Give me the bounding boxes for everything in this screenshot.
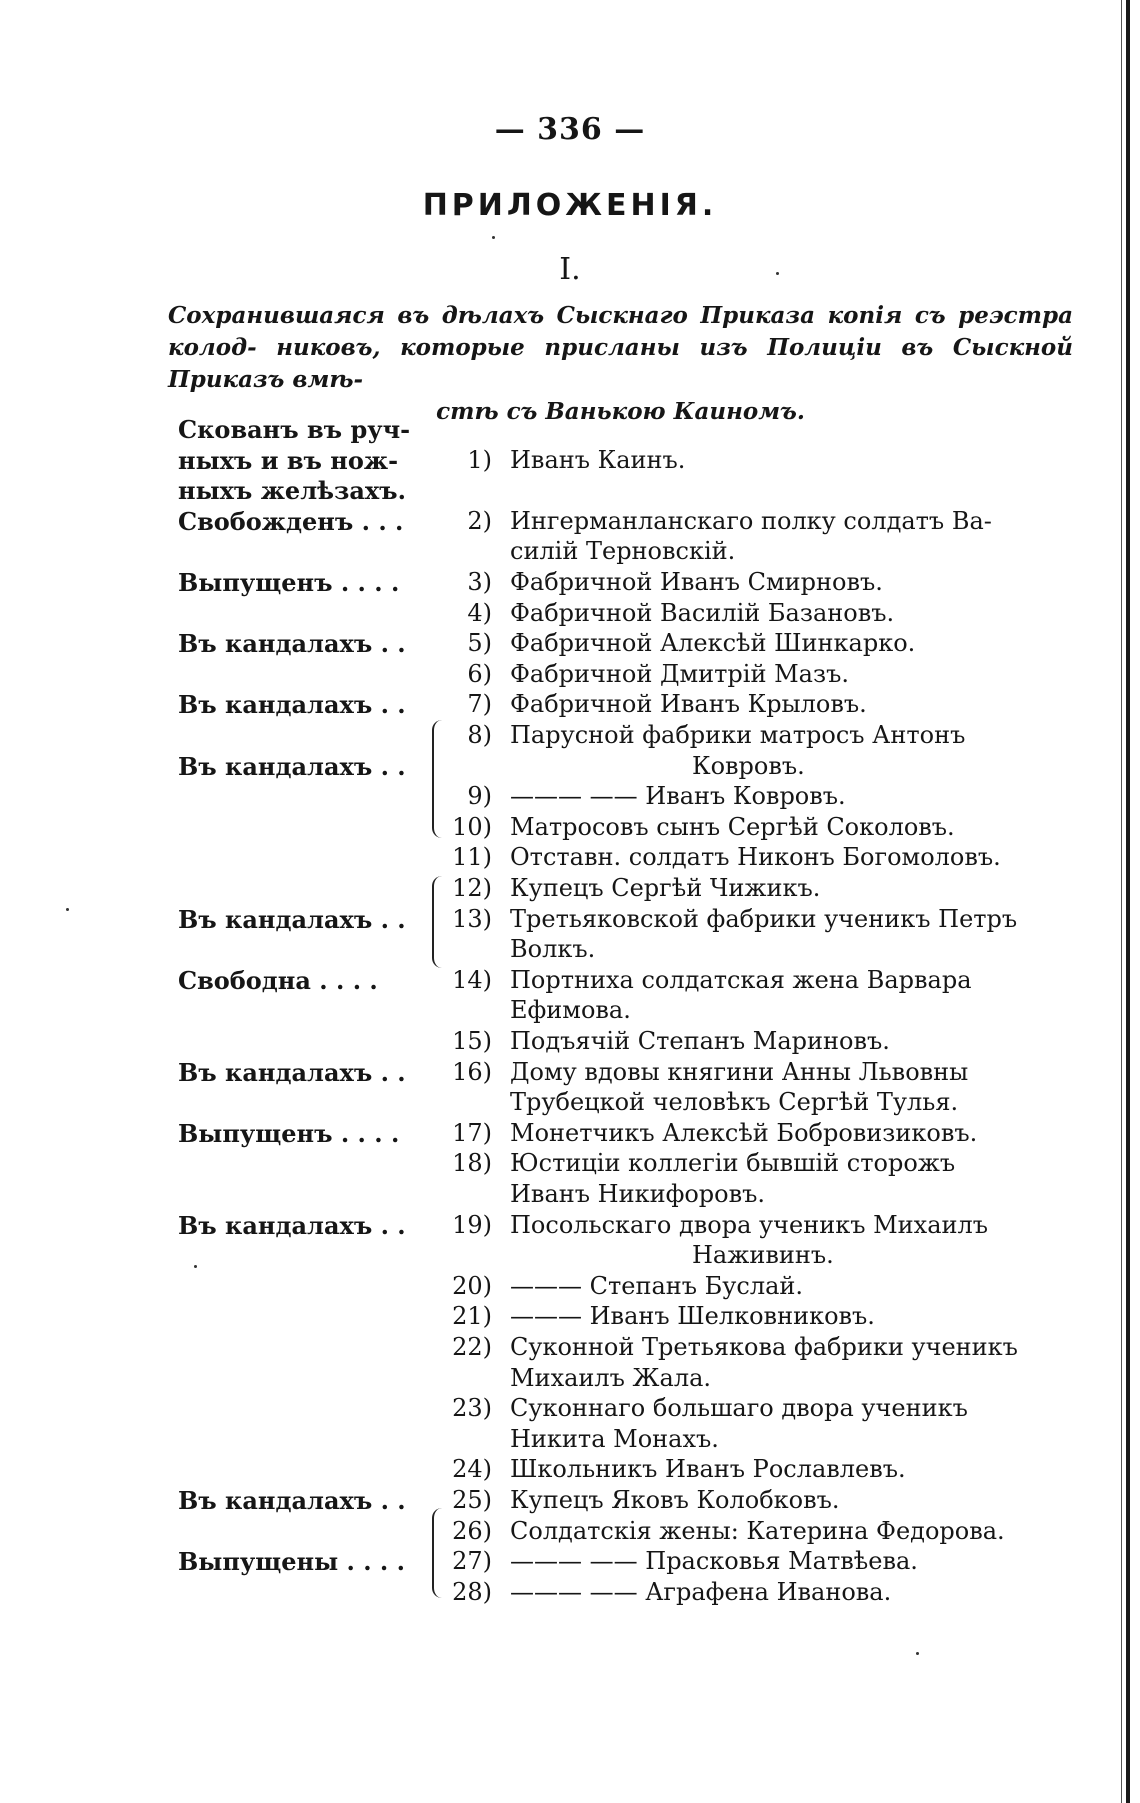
row-text: Иванъ Никифоровъ.: [510, 1180, 766, 1208]
row-text: Отставн. солдатъ Никонъ Богомоловъ.: [510, 843, 1001, 871]
row-text: Фабричной Дмитрій Мазъ.: [510, 660, 849, 688]
row-text: Суконнаго большаго двора ученикъ: [510, 1394, 968, 1422]
row-number: 20): [452, 1272, 492, 1300]
row-text: Подъячій Степанъ Мариновъ.: [510, 1027, 890, 1055]
list-row: [0, 1271, 1140, 1302]
list-row: [0, 873, 1140, 904]
row-text: ——— Иванъ Шелковниковъ.: [510, 1302, 875, 1330]
row-text: ——— —— Аграфена Иванова.: [510, 1578, 892, 1606]
row-text: Ефимова.: [510, 996, 631, 1024]
row-number: 10): [452, 813, 492, 841]
row-number: 23): [452, 1394, 492, 1422]
row-status: Въ кандалахъ . .: [178, 905, 406, 934]
list-row: [0, 1454, 1140, 1485]
row-text: Парусной фабрики матросъ Антонъ: [510, 721, 966, 749]
row-text: Волкъ.: [510, 935, 596, 963]
row-text: Купецъ Яковъ Колобковъ.: [510, 1486, 840, 1514]
row-status: Въ кандалахъ . .: [178, 1211, 406, 1240]
row-text: Трубецкой человѣкъ Сергѣй Тулья.: [510, 1088, 959, 1116]
row-status: ныхъ желѣзахъ.: [178, 476, 406, 505]
row-status: ныхъ и въ нож-: [178, 446, 399, 475]
row-status: Выпущены . . . .: [178, 1547, 405, 1576]
list-row: [0, 842, 1140, 873]
row-status: Свободна . . . .: [178, 966, 378, 995]
brace-8-10: [432, 720, 448, 838]
row-text: ——— —— Прасковья Матвѣева.: [510, 1547, 918, 1575]
page-title: ПРИЛОЖЕНІЯ.: [422, 188, 718, 223]
row-text: Дому вдовы княгини Анны Львовны: [510, 1058, 969, 1086]
list-row: [0, 934, 1140, 965]
list-row: [0, 1577, 1140, 1608]
caption: [168, 300, 1073, 428]
list-row: [0, 628, 1140, 659]
row-number: 21): [452, 1302, 492, 1330]
row-number: 24): [452, 1455, 492, 1483]
list-row: [0, 812, 1140, 843]
row-text: Ингерманланскаго полку солдатъ Ва-: [510, 507, 992, 535]
row-number: 13): [452, 905, 492, 933]
row-text: Купецъ Сергѣй Чижикъ.: [510, 874, 821, 902]
row-text: силій Терновскій.: [510, 537, 736, 565]
row-text: Никита Монахъ.: [510, 1425, 719, 1453]
row-text: Фабричной Иванъ Крыловъ.: [510, 690, 867, 718]
caption-line-1: Сохранившаяся въ дѣлахъ Сыскнаго Приказа копія съ реэстра колод-: [168, 302, 1073, 361]
row-number: 5): [467, 629, 492, 657]
list-row: [0, 567, 1140, 598]
list-row: [0, 1516, 1140, 1547]
row-number: 9): [467, 782, 492, 810]
row-text: Фабричной Иванъ Смирновъ.: [510, 568, 883, 596]
row-text: Фабричной Василій Базановъ.: [510, 599, 895, 627]
speck: [66, 908, 69, 911]
row-status: Въ кандалахъ . .: [178, 690, 406, 719]
list-row: [0, 506, 1140, 537]
speck: [916, 1652, 919, 1655]
row-text: Школьникъ Иванъ Рославлевъ.: [510, 1455, 906, 1483]
section-number: I.: [559, 252, 581, 287]
list-row: [0, 995, 1140, 1026]
list-row: [0, 1363, 1140, 1394]
list-row: [0, 1118, 1140, 1149]
row-status: Въ кандалахъ . .: [178, 629, 406, 658]
row-text: Посольскаго двора ученикъ Михаилъ: [510, 1211, 989, 1239]
row-text: Портниха солдатская жена Варвара: [510, 966, 972, 994]
row-text: Юстиціи коллегіи бывшій сторожъ: [510, 1149, 956, 1177]
row-number: 11): [452, 843, 492, 871]
list-row: [0, 1424, 1140, 1455]
list-row: [0, 598, 1140, 629]
caption-line-3: стѣ съ Ванькою Каиномъ.: [436, 398, 805, 425]
row-number: 25): [452, 1486, 492, 1514]
row-text: Наживинъ.: [692, 1241, 834, 1269]
list-row: [0, 720, 1140, 751]
list-row: [0, 781, 1140, 812]
speck: [194, 1265, 197, 1268]
row-text: Третьяковской фабрики ученикъ Петръ: [510, 905, 1018, 933]
row-number: 1): [467, 446, 492, 474]
row-number: 7): [467, 690, 492, 718]
list-row: [0, 1332, 1140, 1363]
row-number: 26): [452, 1517, 492, 1545]
list-row: [0, 659, 1140, 690]
row-number: 16): [452, 1058, 492, 1086]
brace-26-28: [432, 1508, 448, 1598]
list-row: [0, 751, 1140, 782]
row-status: Свобожденъ . . .: [178, 507, 404, 536]
list-row: [0, 536, 1140, 567]
row-text: Солдатскія жены: Катерина Федорова.: [510, 1517, 1005, 1545]
list-row: [0, 1026, 1140, 1057]
list-row: [0, 1087, 1140, 1118]
row-status: Въ кандалахъ . .: [178, 1486, 406, 1515]
list-row: [0, 414, 1140, 445]
list-row: [0, 965, 1140, 996]
list-row: [0, 1485, 1140, 1516]
row-number: 19): [452, 1211, 492, 1239]
list-row: [0, 445, 1140, 476]
list-row: [0, 1210, 1140, 1241]
list-row: [0, 1393, 1140, 1424]
list-row: [0, 1546, 1140, 1577]
row-number: 12): [452, 874, 492, 902]
row-number: 15): [452, 1027, 492, 1055]
list-row: [0, 1148, 1140, 1179]
row-number: 27): [452, 1547, 492, 1575]
row-number: 2): [467, 507, 492, 535]
list-row: [0, 475, 1140, 506]
row-number: 28): [452, 1578, 492, 1606]
row-status: Выпущенъ . . . .: [178, 1119, 400, 1148]
row-text: Михаилъ Жала.: [510, 1364, 712, 1392]
list-row: [0, 689, 1140, 720]
speck: [776, 272, 779, 275]
caption-line-2: никовъ, которые присланы изъ Полиціи въ Сыскной Приказъ вмѣ-: [168, 334, 1073, 393]
row-status: Скованъ въ руч-: [178, 415, 411, 444]
row-text: Иванъ Каинъ.: [510, 446, 686, 474]
row-number: 3): [467, 568, 492, 596]
list-row: [0, 1057, 1140, 1088]
row-status: Въ кандалахъ . .: [178, 752, 406, 781]
list-row: [0, 1301, 1140, 1332]
row-text: Ковровъ.: [692, 752, 805, 780]
row-number: 4): [467, 599, 492, 627]
row-status: Выпущенъ . . . .: [178, 568, 400, 597]
row-number: 18): [452, 1149, 492, 1177]
speck: [492, 236, 495, 239]
row-text: Фабричной Алексѣй Шинкарко.: [510, 629, 916, 657]
row-text: Монетчикъ Алексѣй Бобровизиковъ.: [510, 1119, 978, 1147]
row-number: 17): [452, 1119, 492, 1147]
row-text: ——— Степанъ Буслай.: [510, 1272, 804, 1300]
list-row: [0, 1179, 1140, 1210]
row-number: 14): [452, 966, 492, 994]
row-status: Въ кандалахъ . .: [178, 1058, 406, 1087]
row-text: Матросовъ сынъ Сергѣй Соколовъ.: [510, 813, 955, 841]
row-number: 8): [467, 721, 492, 749]
brace-12-13: [432, 876, 448, 968]
page-number: — 336 —: [494, 112, 646, 147]
row-text: ——— —— Иванъ Ковровъ.: [510, 782, 846, 810]
list-row: [0, 904, 1140, 935]
list-row: [0, 1240, 1140, 1271]
row-number: 22): [452, 1333, 492, 1361]
row-number: 6): [467, 660, 492, 688]
row-text: Суконной Третьякова фабрики ученикъ: [510, 1333, 1018, 1361]
